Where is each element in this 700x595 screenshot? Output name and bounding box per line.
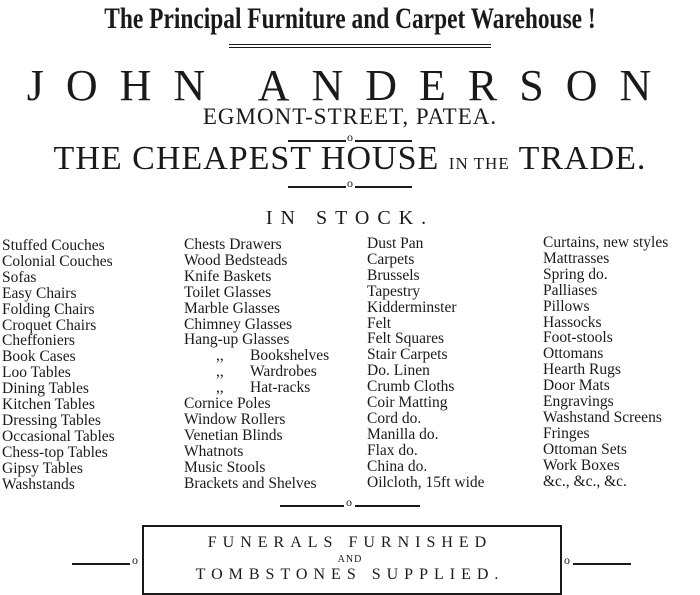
stock-item: Washstands	[2, 475, 75, 493]
stock-item: Kitchen Tables	[2, 396, 95, 414]
stock-item: Work Boxes	[543, 456, 620, 474]
ditto-mark: ,,	[216, 347, 224, 365]
stock-item: Colonial Couches	[2, 252, 113, 270]
stock-item: Chimney Glasses	[184, 315, 293, 333]
stock-item: Dressing Tables	[2, 411, 101, 429]
address: EGMONT-STREET, PATEA.	[202, 104, 498, 129]
stock-item: Croquet Chairs	[2, 316, 97, 334]
funeral-line-2: AND	[337, 554, 363, 565]
stock-item: Felt Squares	[367, 330, 445, 348]
stock-item: Stair Carpets	[367, 346, 448, 364]
stock-item: Marble Glasses	[184, 299, 280, 317]
tagline-end: TRADE.	[518, 140, 647, 177]
tagline-main: THE CHEAPEST HOUSE	[53, 140, 440, 177]
stock-item: Window Rollers	[184, 410, 286, 428]
stock-item-label: Hat-racks	[250, 379, 311, 397]
stock-item: Coir Matting	[367, 394, 448, 412]
stock-item: Mattrasses	[543, 249, 610, 267]
headline: The Principal Furniture and Carpet Warehouse !	[104, 2, 596, 35]
stock-item: Hang-up Glasses	[184, 331, 290, 349]
ornament-o: o	[564, 553, 570, 567]
stock-item: Brackets and Shelves	[184, 474, 317, 492]
stock-item: Wood Bedsteads	[184, 251, 288, 269]
in-stock-heading: IN STOCK.	[265, 207, 435, 229]
stock-item: Carpets	[367, 250, 415, 268]
stock-item	[184, 380, 329, 396]
stock-item: Toilet Glasses	[184, 283, 272, 301]
funeral-line-1: FUNERALS FURNISHED	[207, 534, 493, 551]
stock-column-4	[543, 235, 668, 490]
stock-item: Door Mats	[543, 377, 610, 395]
stock-column-3	[367, 236, 485, 491]
ditto-mark: ,,	[216, 363, 224, 381]
stock-item: Hearth Rugs	[543, 361, 621, 379]
stock-item: Whatnots	[184, 442, 244, 460]
ornament-o: o	[346, 495, 352, 509]
stock-item: Tapestry	[367, 282, 421, 300]
tagline	[0, 140, 700, 178]
stock-item: Oilcloth, 15ft wide	[367, 473, 485, 491]
stock-item: Knife Baskets	[184, 267, 272, 285]
tagline-small: IN THE	[448, 154, 510, 173]
stock-item: Brussels	[367, 266, 420, 284]
stock-item: Foot-stools	[543, 329, 613, 347]
stock-item: &c., &c., &c.	[543, 472, 627, 490]
stock-item: Stuffed Couches	[2, 237, 105, 254]
stock-item: Book Cases	[2, 348, 76, 366]
funeral-line-3: TOMBSTONES SUPPLIED.	[195, 566, 505, 583]
stock-item: Engravings	[543, 393, 614, 411]
stock-item: Crumb Cloths	[367, 378, 455, 396]
stock-item: Palliases	[543, 281, 598, 299]
stock-item-label: Wardrobes	[250, 363, 317, 381]
stock-item: Easy Chairs	[2, 284, 77, 302]
stock-item: Loo Tables	[2, 364, 71, 382]
stock-item: Pillows	[543, 297, 590, 315]
proprietor-name: JOHN ANDERSON	[26, 61, 674, 110]
ditto-mark: ,,	[216, 379, 224, 397]
ornament-o: o	[132, 553, 138, 567]
ornament-rule	[280, 495, 420, 512]
stock-item: Felt	[367, 314, 392, 332]
stock-item: Do. Linen	[367, 362, 430, 380]
stock-item: Occasional Tables	[2, 427, 115, 445]
stock-item: Gipsy Tables	[2, 459, 83, 477]
stock-item: Chess-top Tables	[2, 443, 108, 461]
stock-item: Hassocks	[543, 313, 602, 331]
stock-item: Ottomans	[543, 345, 604, 363]
stock-item: Washstand Screens	[543, 408, 662, 426]
headline-underline	[229, 44, 491, 45]
stock-item: Music Stools	[184, 458, 266, 476]
stock-item: Dining Tables	[2, 380, 89, 398]
stock-item: Manilla do.	[367, 425, 439, 443]
stock-item: Folding Chairs	[2, 300, 95, 318]
stock-item: Cheffoniers	[2, 332, 75, 350]
stock-item: Cornice Poles	[184, 395, 271, 413]
ornament-rule	[288, 176, 412, 193]
stock-item: Dust Pan	[367, 235, 424, 252]
stock-item: Flax do.	[367, 441, 418, 459]
stock-column-2	[184, 237, 329, 492]
stock-item: Sofas	[2, 268, 37, 286]
ornament-o: o	[347, 130, 353, 144]
stock-item: China do.	[367, 457, 428, 475]
stock-item: Ottoman Sets	[543, 440, 627, 458]
stock-item: Spring do.	[543, 265, 608, 283]
stock-item: Curtains, new styles	[543, 234, 669, 251]
stock-item-label: Bookshelves	[250, 347, 330, 365]
headline-underline	[229, 47, 491, 48]
stock-item	[184, 348, 329, 364]
stock-item: Kidderminster	[367, 298, 457, 316]
stock-column-1	[2, 238, 115, 493]
stock-item	[184, 364, 329, 380]
ornament-o: o	[347, 176, 353, 190]
stock-item: Chests Drawers	[184, 236, 282, 253]
stock-item: Cord do.	[367, 409, 422, 427]
stock-item: Venetian Blinds	[184, 426, 283, 444]
stock-item: Fringes	[543, 424, 590, 442]
